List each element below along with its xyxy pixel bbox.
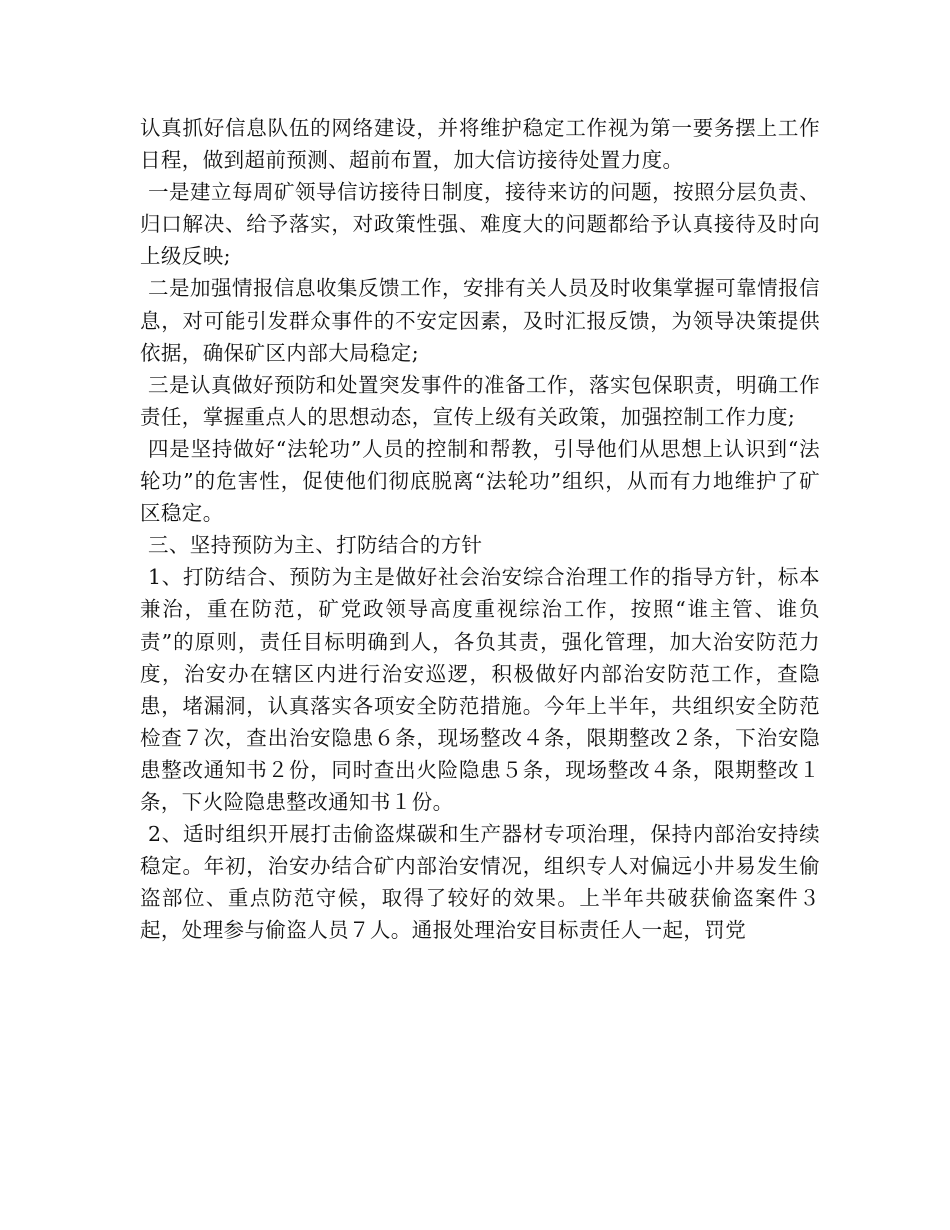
document-body xyxy=(140,112,820,946)
paragraph-item-4: 四是坚持做好“法轮功”人员的控制和帮教，引导他们从思想上认识到“法轮功”的危害性，促使他们彻底脱离“法轮功”组织，从而有力地维护了矿区稳定。 xyxy=(140,436,820,526)
paragraph-item-1: 一是建立每周矿领导信访接待日制度，接待来访的问题，按照分层负责、归口解决、给予落实，对政策性强、难度大的问题都给予认真接待及时向上级反映; xyxy=(140,180,820,269)
paragraph-item-2: 二是加强情报信息收集反馈工作，安排有关人员及时收集掌握可靠情报信息，对可能引发群众事件的不安定因素，及时汇报反馈，为领导决策提供依据，确保矿区内部大局稳定; xyxy=(140,276,820,365)
section-heading: 三、坚持预防为主、打防结合的方针 xyxy=(148,533,483,558)
paragraph-item-3: 三是认真做好预防和处置突发事件的准备工作，落实包保职责，明确工作责任，掌握重点人的思想动态，宣传上级有关政策，加强控制工作力度; xyxy=(140,372,820,429)
paragraph-intro: 认真抓好信息队伍的网络建设，并将维护稳定工作视为第一要务摆上工作日程，做到超前预测、超前布置，加大信访接待处置力度。 xyxy=(140,116,820,173)
paragraph-point-1: 1、打防结合、预防为主是做好社会治安综合治理工作的指导方针，标本兼治，重在防范，矿党政领导高度重视综治工作，按照“谁主管、谁负责”的原则，责任目标明确到人，各负其责，强化管理，加大治安防范力度，治安办在辖区内进行治安巡逻，积极做好内部治安防范工作，查隐患，堵漏洞，认真落实各项安全防范措施。今年上半年，共组织安全防范检查７次，查出治安隐患６条，现场整改４条，限期整改２条，下治安隐患整改通知书２份，同时查出火险隐患５条，现场整改４条，限期整改１条，下火险隐患整改通知书１份。 xyxy=(140,565,820,814)
paragraph-point-2: 2、适时组织开展打击偷盗煤碳和生产器材专项治理，保持内部治安持续稳定。年初，治安办结合矿内部治安情况，组织专人对偏远小井易发生偷盗部位、重点防范守候，取得了较好的效果。上半年共破获偷盗案件３起，处理参与偷盗人员７人。通报处理治安目标责任人一起，罚党 xyxy=(140,822,820,943)
